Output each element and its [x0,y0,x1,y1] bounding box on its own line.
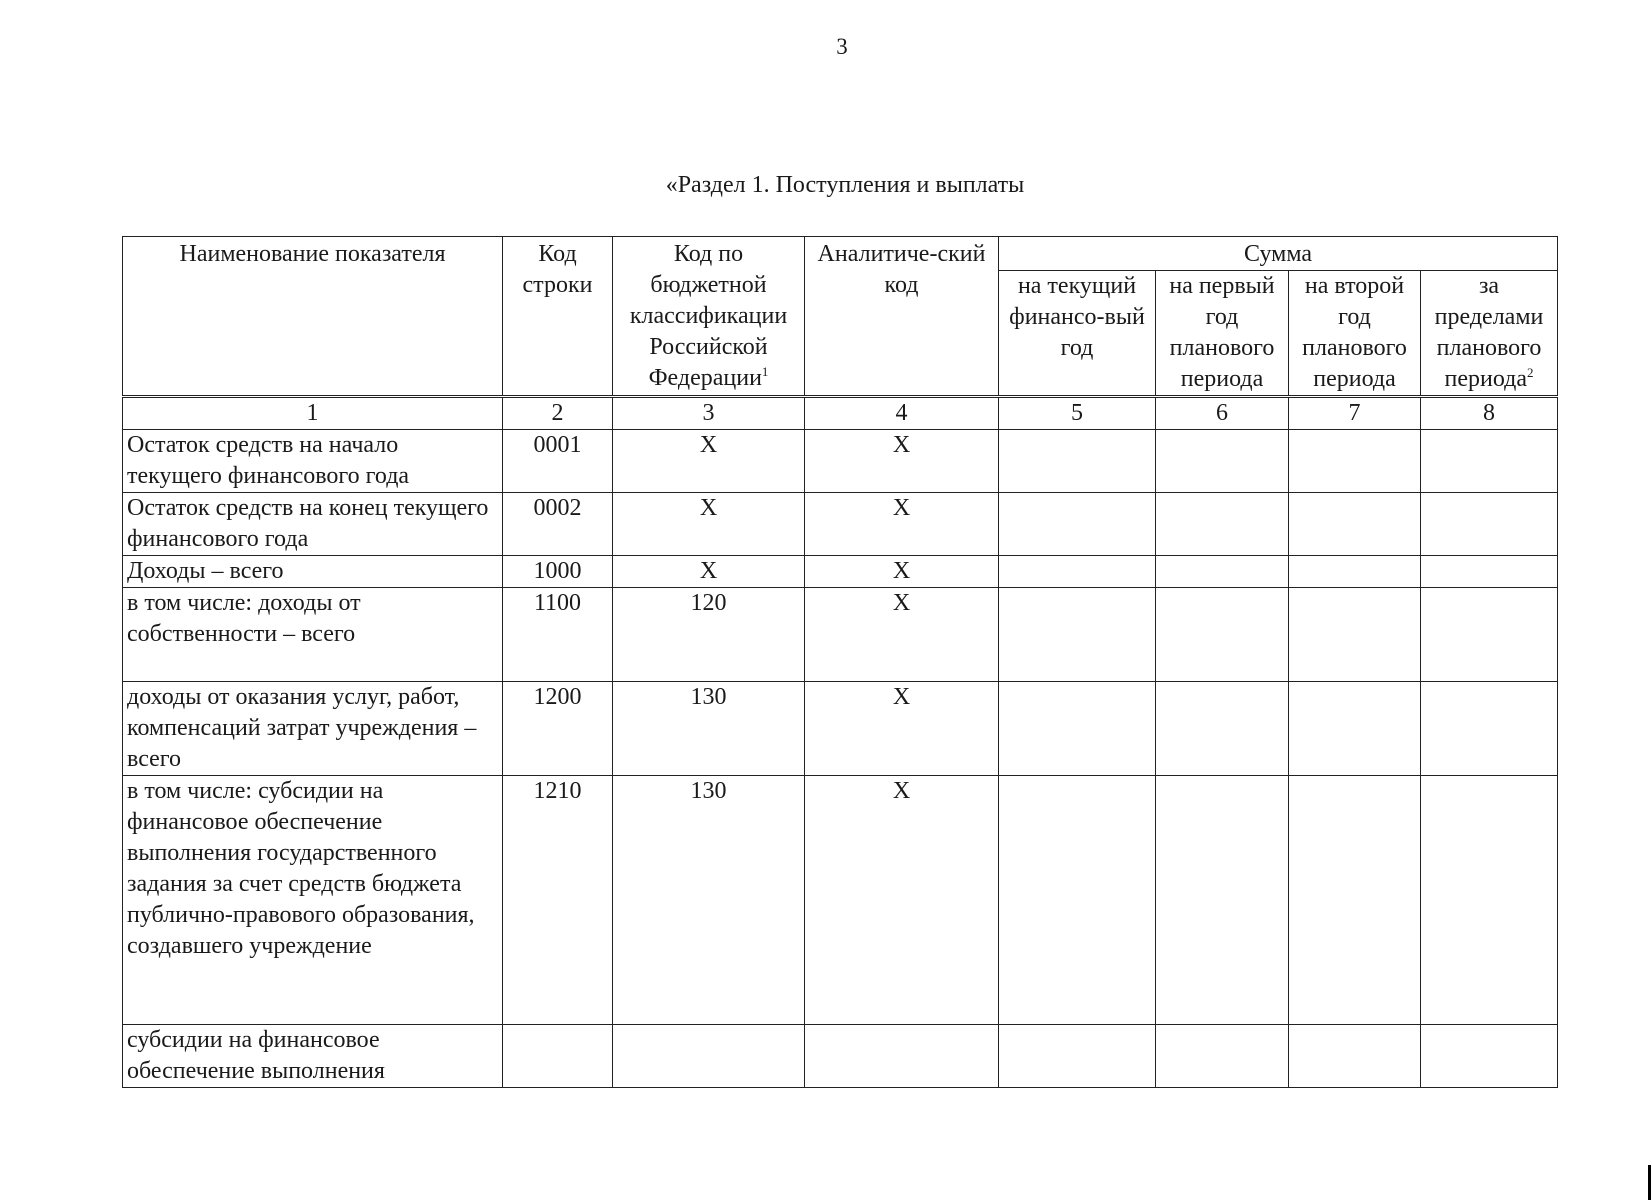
row-budget-code: 130 [613,776,805,1025]
sum-cell[interactable] [1289,493,1421,556]
table-row [123,493,1558,556]
sum-cell[interactable] [999,556,1156,588]
sum-cell[interactable] [999,430,1156,493]
sum-cell[interactable] [999,493,1156,556]
table-row [123,1025,1558,1088]
column-number: 5 [999,397,1156,430]
row-code: 1210 [503,776,613,1025]
column-number: 7 [1289,397,1421,430]
row-analytic-code: X [805,776,999,1025]
column-number: 4 [805,397,999,430]
table-row [123,776,1558,1025]
header-line-code: Код строки [503,237,613,397]
row-code: 0001 [503,430,613,493]
row-name: в том числе: доходы от собственности – всего [123,588,503,682]
table-row [123,588,1558,682]
sum-cell[interactable] [1289,776,1421,1025]
sum-cell[interactable] [1156,556,1289,588]
row-budget-code: X [613,493,805,556]
header-name: Наименование показателя [123,237,503,397]
receipts-payments-table [122,236,1558,1088]
row-budget-code: X [613,556,805,588]
sum-cell[interactable] [999,1025,1156,1088]
sum-cell[interactable] [999,776,1156,1025]
column-number: 3 [613,397,805,430]
row-code: 1200 [503,682,613,776]
sum-cell[interactable] [1156,682,1289,776]
sum-cell[interactable] [1421,556,1558,588]
sum-cell[interactable] [1289,588,1421,682]
sum-cell[interactable] [1421,1025,1558,1088]
sum-cell[interactable] [1289,682,1421,776]
sum-cell[interactable] [1156,776,1289,1025]
row-name: Остаток средств на конец текущего финансового года [123,493,503,556]
row-code: 0002 [503,493,613,556]
row-name: субсидии на финансовое обеспечение выполнения [123,1025,503,1088]
section-title: «Раздел 1. Поступления и выплаты [665,172,1025,198]
header-budget-code [613,237,805,397]
footnote-mark-1: 1 [761,364,769,379]
row-budget-code: 120 [613,588,805,682]
column-number: 2 [503,397,613,430]
sum-cell[interactable] [1421,493,1558,556]
row-analytic-code: X [805,430,999,493]
row-code [503,1025,613,1088]
row-name: Доходы – всего [123,556,503,588]
sum-cell[interactable] [999,682,1156,776]
sum-cell[interactable] [999,588,1156,682]
sum-cell[interactable] [1156,588,1289,682]
row-budget-code [613,1025,805,1088]
row-budget-code: X [613,430,805,493]
row-code: 1000 [503,556,613,588]
column-numbers-row [123,397,1558,430]
header-budget-code-text: Код по бюджетной классификации Российской Федерации [629,241,788,391]
row-analytic-code: X [805,556,999,588]
sum-cell[interactable] [1289,1025,1421,1088]
header-sum: Сумма [999,237,1558,271]
header-second-year: на второй год планового периода [1289,271,1421,397]
table-row [123,430,1558,493]
sum-cell[interactable] [1421,430,1558,493]
header-beyond [1421,271,1558,397]
sum-cell[interactable] [1156,1025,1289,1088]
table-row [123,682,1558,776]
row-name: Остаток средств на начало текущего финансового года [123,430,503,493]
sum-cell[interactable] [1421,776,1558,1025]
table-row [123,556,1558,588]
row-name: в том числе: субсидии на финансовое обеспечение выполнения государственного задания за счет средств бюджета публично-правового образования, создавшего учреждение [123,776,503,1025]
column-number: 6 [1156,397,1289,430]
row-analytic-code [805,1025,999,1088]
row-name: доходы от оказания услуг, работ, компенсаций затрат учреждения – всего [123,682,503,776]
sum-cell[interactable] [1156,493,1289,556]
header-row-top [123,237,1558,271]
row-analytic-code: X [805,588,999,682]
row-budget-code: 130 [613,682,805,776]
sum-cell[interactable] [1289,556,1421,588]
row-code: 1100 [503,588,613,682]
sum-cell[interactable] [1421,588,1558,682]
header-beyond-text: за пределами планового периода [1434,273,1544,392]
row-analytic-code: X [805,682,999,776]
footnote-mark-2: 2 [1527,365,1534,380]
row-analytic-code: X [805,493,999,556]
sum-cell[interactable] [1156,430,1289,493]
column-number: 1 [123,397,503,430]
page-number: 3 [836,34,848,59]
header-current-year: на текущий финансо-вый год [999,271,1156,397]
header-analytic-code: Аналитиче-ский код [805,237,999,397]
sum-cell[interactable] [1289,430,1421,493]
sum-cell[interactable] [1421,682,1558,776]
column-number: 8 [1421,397,1558,430]
header-first-year: на первый год планового периода [1156,271,1289,397]
